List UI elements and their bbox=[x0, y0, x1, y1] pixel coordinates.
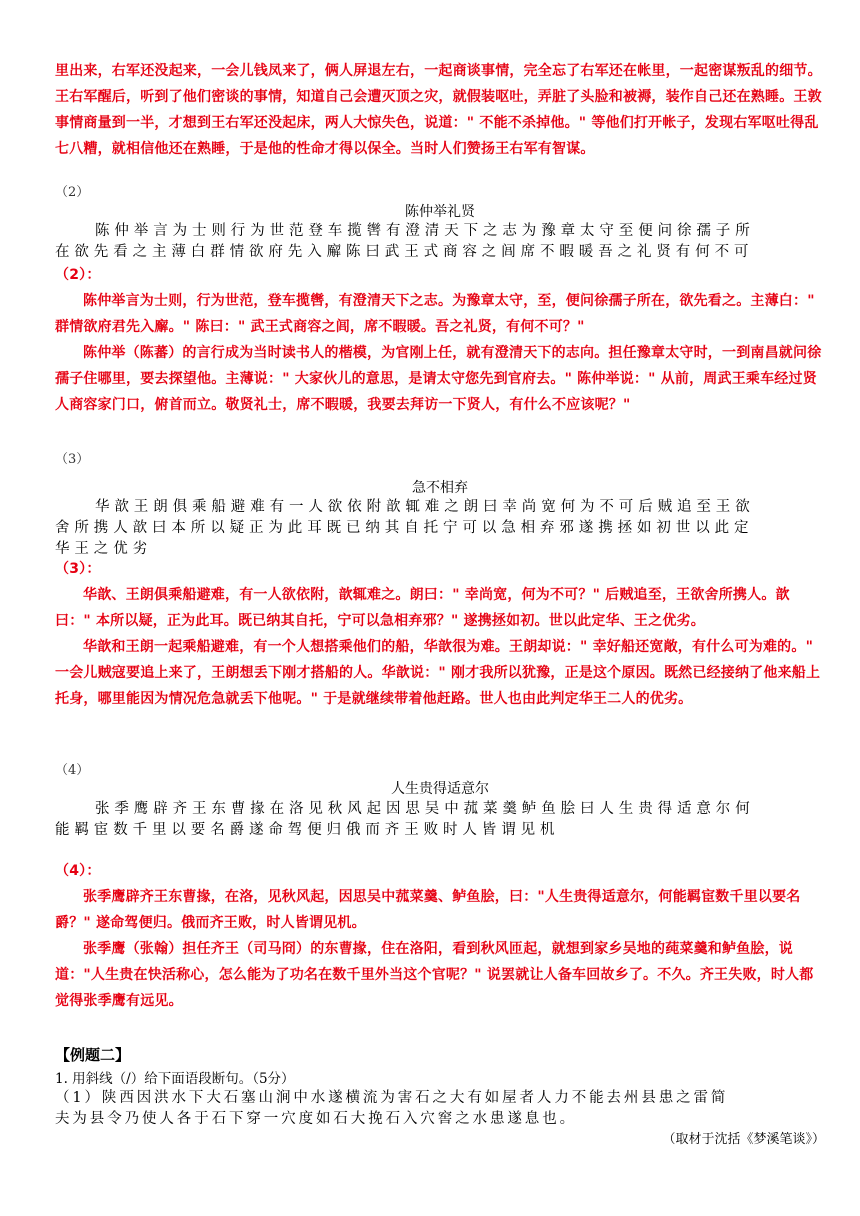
example2-heading: 【例题二】 bbox=[55, 1046, 131, 1064]
s3-text-line1: 华歆王朗俱乘船避难有一人欲依附歆辄难之朗曰幸尚宽何为不可后贼追至王欲 bbox=[95, 499, 755, 515]
s1-translation bbox=[55, 58, 825, 162]
s4-text-line1: 张季鹰辟齐王东曹掾在洛见秋风起因思吴中菰菜羹鲈鱼脍曰人生贵得适意尔何 bbox=[95, 801, 755, 817]
s3-title: 急不相弃 bbox=[412, 480, 468, 496]
s2-unpunctuated-text bbox=[55, 221, 825, 263]
s4-number: （4） bbox=[55, 763, 90, 778]
s4-answer bbox=[55, 858, 825, 1014]
example2-source: （取材于沈括《梦溪笔谈》） bbox=[662, 1132, 825, 1147]
s4-answer-label: （4）： bbox=[55, 863, 101, 879]
s4-translation-text: 张季鹰（张翰）担任齐王（司马冏）的东曹掾，住在洛阳，看到秋风匝起，就想到家乡吴地的莼菜羹和鲈鱼脍，说道："人生贵在快活称心，怎么能为了功名在数千里外当这个官呢？" 说罢就让人备车回故乡了。不久。齐王失败，时人都觉得张季鹰有远见。 bbox=[55, 941, 814, 1009]
s3-number: （3） bbox=[55, 452, 90, 467]
s3-translation-text: 华歆和王朗一起乘船避难，有一个人想搭乘他们的船，华歆很为难。王朗却说：" 幸好船还宽敞，有什么可为难的。" 一会儿贼寇要追上来了，王朗想丢下刚才搭船的人。华歆说：" 刚才我所以犹豫，正是这个原因。既然已经接纳了他来船上托身，哪里能因为情况危急就丢下他呢。" 于是就继续带着他赶路。世人也由此判定华王二人的优劣。 bbox=[55, 639, 821, 707]
s2-text-line2: 在欲先看之主薄白群情欲府先入廨陈曰武王式商容之闾席不暇暖吾之礼贤有何不可 bbox=[55, 244, 754, 260]
s2-answer-text: 陈仲举言为士则，行为世范，登车揽辔，有澄清天下之志。为豫章太守，至，便问徐孺子所在，欲先看之。主薄白：" 群情欲府君先入廨。" 陈曰：" 武王式商容之闾，席不暇暖。吾之礼贤，有何不可？" bbox=[55, 293, 815, 335]
s2-title: 陈仲举礼贤 bbox=[405, 204, 475, 220]
s2-answer-label: （2）： bbox=[55, 267, 101, 283]
s1-translation-text: 里出来，右军还没起来，一会儿钱凤来了，俩人屏退左右，一起商谈事情，完全忘了右军还在帐里，一起密谋叛乱的细节。王右军醒后，听到了他们密谈的事情，知道自己会遭灭顶之灾，就假装呕吐，弄脏了头脸和被褥，装作自己还在熟睡。王敦事情商量到一半，才想到王右军还没起床，两人大惊失色，说道：" 不能不杀掉他。" 等他们打开帐子，发现右军呕吐得乱七八糟，就相信他还在熟睡，于是他的性命才得以保全。当时人们赞扬王右军有智谋。 bbox=[55, 63, 822, 157]
s3-answer-label: （3）： bbox=[55, 561, 101, 577]
s4-answer-text: 张季鹰辟齐王东曹掾，在洛，见秋风起，因思吴中菰菜羹、鲈鱼脍，曰："人生贵得适意尔，何能羁宦数千里以要名爵？" 遂命驾便归。俄而齐王败，时人皆谓见机。 bbox=[55, 889, 801, 931]
s4-unpunctuated-text bbox=[55, 799, 825, 841]
s2-number: （2） bbox=[55, 185, 90, 200]
s2-answer bbox=[55, 262, 825, 418]
s4-text-line2: 能羁宦数千里以要名爵遂命驾便归俄而齐王败时人皆谓见机 bbox=[55, 822, 560, 838]
s4-title: 人生贵得适意尔 bbox=[391, 781, 489, 797]
s2-translation-text: 陈仲举（陈蕃）的言行成为当时读书人的楷模，为官刚上任，就有澄清天下的志向。担任豫章太守时，一到南昌就问徐孺子住哪里，要去探望他。主薄说：" 大家伙儿的意思，是请太守您先到官府去。" 陈仲举说：" 从前，周武王乘车经过贤人商容家门口，俯首而立。敬贤礼士，席不暇暖，我要去拜访一下贤人，有什么不应该呢？" bbox=[55, 345, 822, 413]
example2-passage-line1: （1）陕西因洪水下大石塞山涧中水遂横流为害石之大有如屋者人力不能去州县患之雷简 bbox=[55, 1090, 729, 1106]
s3-answer-text: 华歆、王朗俱乘船避难，有一人欲依附，歆辄难之。朗曰：" 幸尚宽，何为不可？" 后贼追至，王欲舍所携人。歆曰：" 本所以疑，正为此耳。既已纳其自托，宁可以急相弃邪？" 遂携拯如初。世以此定华、王之优劣。 bbox=[55, 587, 790, 629]
example2-passage bbox=[55, 1088, 825, 1130]
s2-text-line1: 陈仲举言为士则行为世范登车揽辔有澄清天下之志为豫章太守至便问徐孺子所 bbox=[95, 223, 755, 239]
s3-unpunctuated-text bbox=[55, 497, 825, 560]
s3-text-line3: 华王之优劣 bbox=[55, 541, 152, 557]
example2-passage-line2: 夫为县令乃使人各于石下穿一穴度如石大挽石入穴窖之水患遂息也。 bbox=[55, 1111, 577, 1127]
example2-question: 1. 用斜线（/）给下面语段断句。（5分） bbox=[55, 1071, 295, 1087]
s3-answer bbox=[55, 556, 825, 712]
s3-text-line2: 舍所携人歆曰本所以疑正为此耳既已纳其自托宁可以急相弃邪遂携拯如初世以此定 bbox=[55, 520, 754, 536]
